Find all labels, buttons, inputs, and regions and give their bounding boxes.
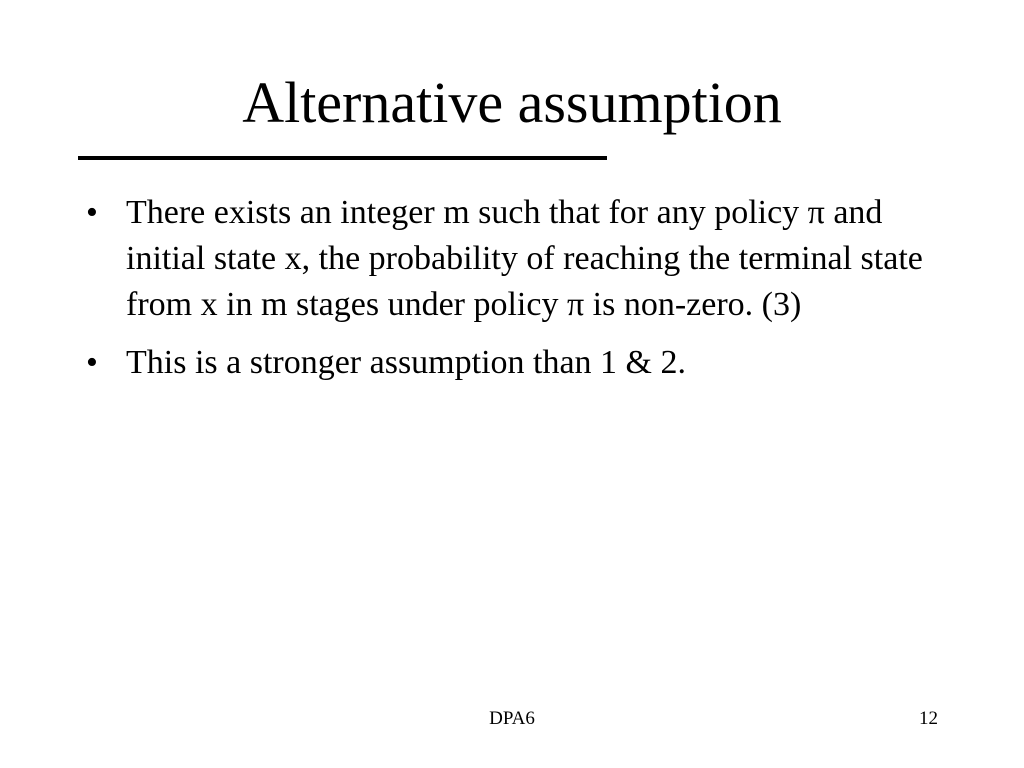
bullet-text: There exists an integer m such that for any policy π and initial state x, the probability of reaching the terminal state from x in m stages under policy π is non-zero. (3)	[126, 194, 923, 323]
bullet-item	[86, 190, 946, 328]
slide-title: Alternative assumption	[242, 70, 782, 135]
bullet-marker: •	[86, 344, 98, 381]
footer-label: DPA6	[489, 708, 535, 729]
bullet-marker: •	[86, 194, 98, 231]
bullet-list	[86, 190, 946, 398]
title-underline	[78, 156, 607, 160]
bullet-text: This is a stronger assumption than 1 & 2.	[126, 344, 687, 381]
bullet-item	[86, 340, 946, 386]
page-number: 12	[919, 708, 938, 729]
